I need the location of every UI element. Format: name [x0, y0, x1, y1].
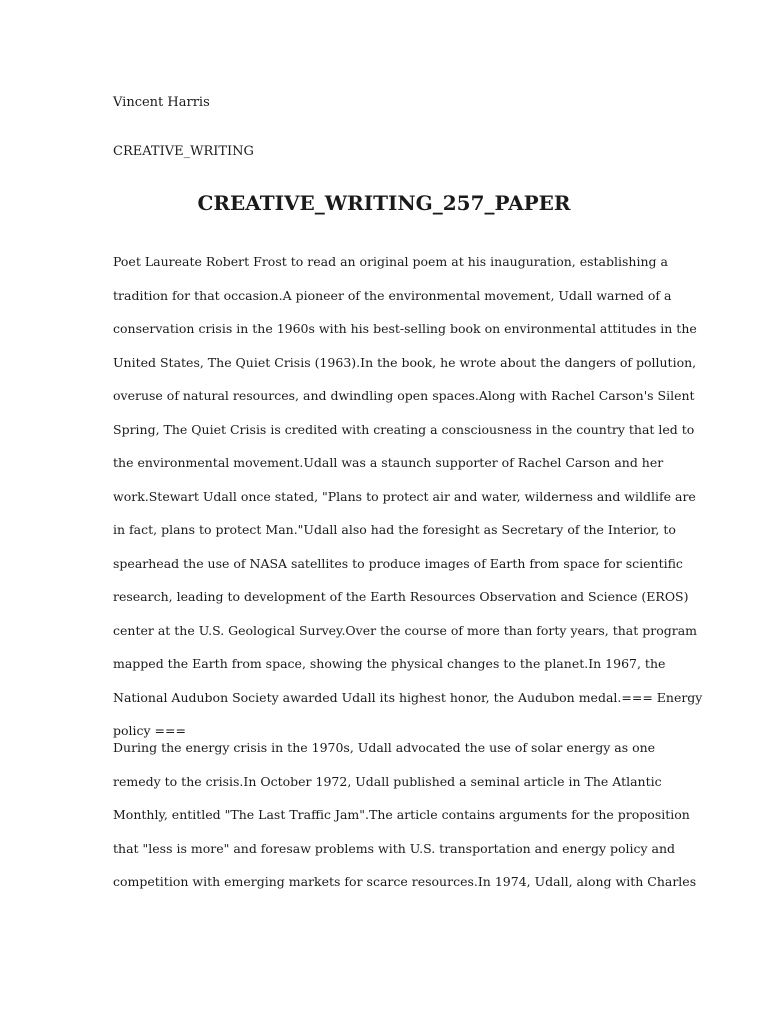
body-line: United States, The Quiet Crisis (1963).In the book, he wrote about the dangers of pollution,: [113, 354, 697, 370]
body-line: policy ===: [113, 723, 186, 738]
body-line: competition with emerging markets for scarce resources.In 1974, Udall, along with Charles: [113, 874, 697, 889]
body-line: overuse of natural resources, and dwindling open spaces.Along with Rachel Carson's Silent: [113, 388, 695, 403]
body-line: Monthly, entitled "The Last Traffic Jam".The article contains arguments for the proposition: [113, 807, 690, 822]
body-line: tradition for that occasion.A pioneer of the environmental movement, Udall warned of a: [113, 287, 672, 303]
body-line: National Audubon Society awarded Udall its highest honor, the Audubon medal.=== Energy: [113, 689, 703, 705]
body-line: conservation crisis in the 1960s with his best-selling book on environmental attitudes in the: [113, 321, 697, 336]
body-line: that "less is more" and foresaw problems with U.S. transportation and energy policy and: [113, 840, 676, 856]
body-line: Poet Laureate Robert Frost to read an original poem at his inauguration, establishing a: [113, 254, 668, 269]
paper-title: CREATIVE_WRITING_257_PAPER: [197, 191, 571, 215]
body-line: center at the U.S. Geological Survey.Over the course of more than forty years, that program: [113, 622, 697, 638]
author-name: Vincent Harris: [113, 95, 210, 110]
body-line: Spring, The Quiet Crisis is credited with creating a consciousness in the country that led to: [113, 421, 695, 437]
body-line: the environmental movement.Udall was a staunch supporter of Rachel Carson and her: [113, 455, 664, 470]
body-line: in fact, plans to protect Man."Udall also had the foresight as Secretary of the Interior, to: [113, 522, 676, 537]
body-line: spearhead the use of NASA satellites to produce images of Earth from space for scientific: [113, 555, 683, 571]
body-line: research, leading to development of the Earth Resources Observation and Science (EROS): [113, 589, 689, 604]
body-line: mapped the Earth from space, showing the physical changes to the planet.In 1967, the: [113, 656, 666, 671]
body-text: [113, 253, 703, 907]
body-line: work.Stewart Udall once stated, "Plans to protect air and water, wilderness and wildlife are: [113, 488, 696, 504]
body-line: remedy to the crisis.In October 1972, Udall published a seminal article in The Atlantic: [113, 773, 662, 789]
course-name: CREATIVE_WRITING: [113, 144, 254, 159]
body-line: During the energy crisis in the 1970s, Udall advocated the use of solar energy as one: [113, 740, 656, 755]
